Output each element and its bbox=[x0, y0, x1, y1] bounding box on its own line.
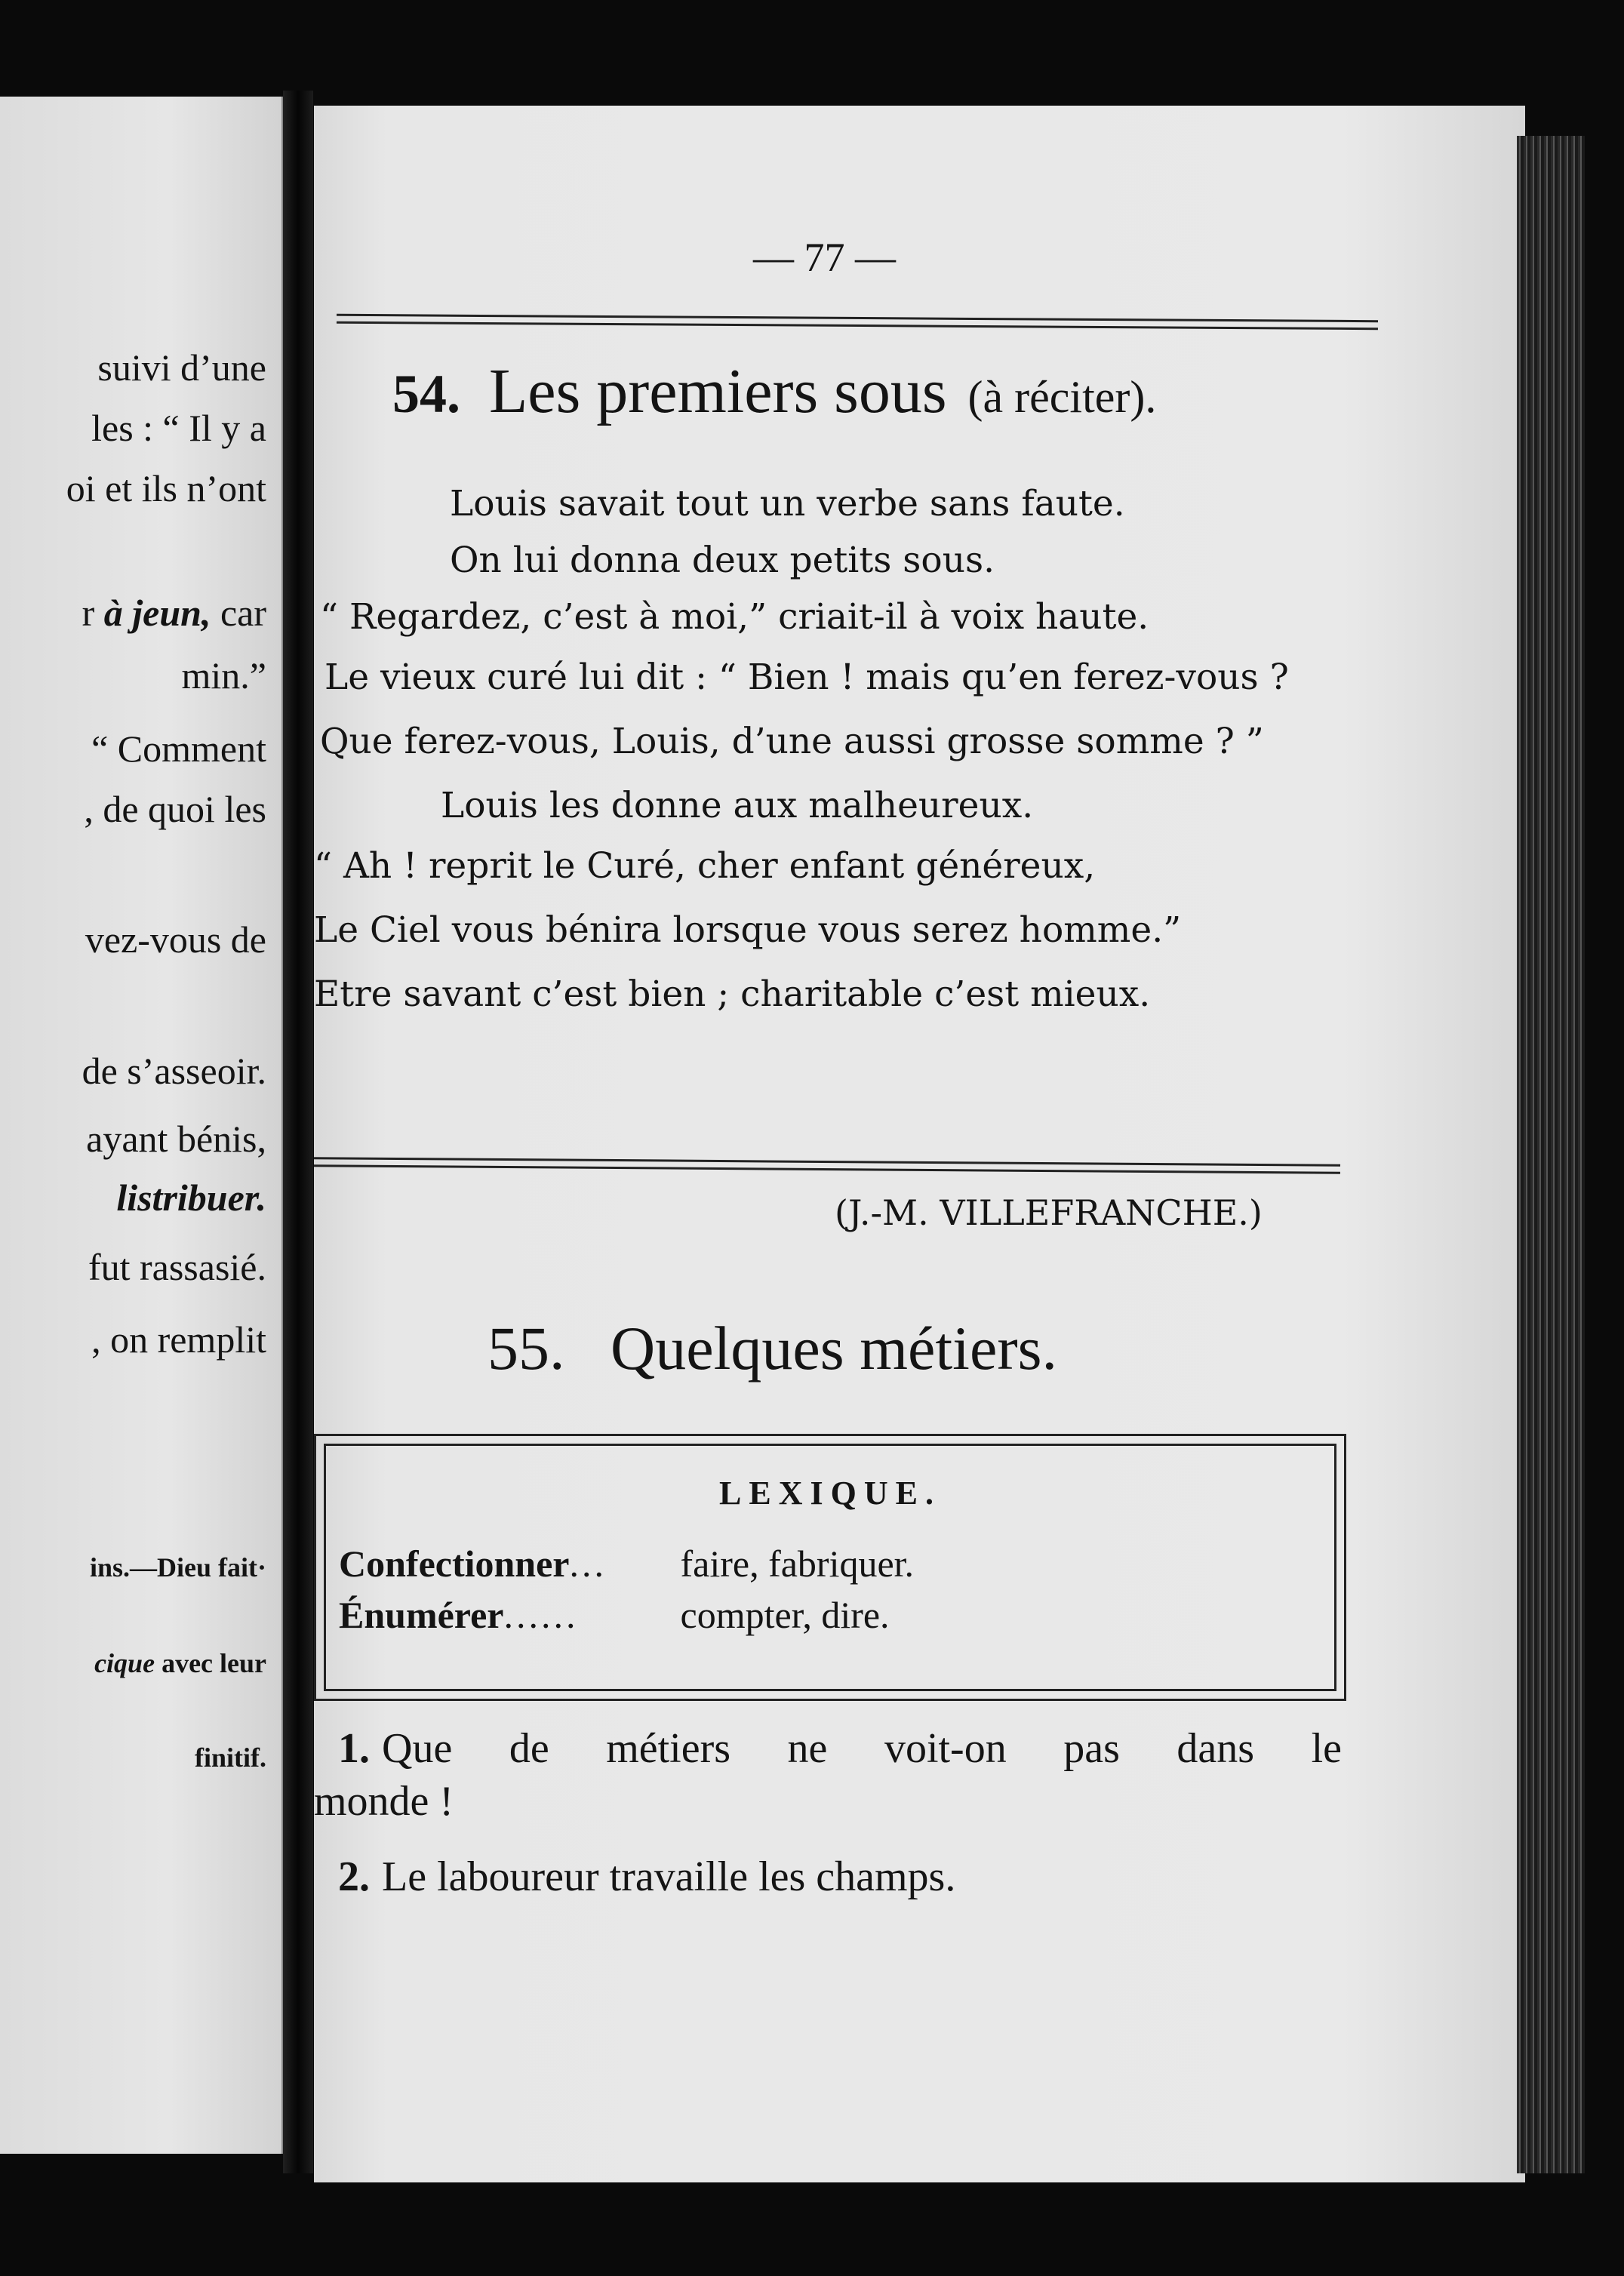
section-divider bbox=[314, 1157, 1340, 1173]
left-text-line-distribuer: listribuer. bbox=[116, 1176, 266, 1219]
book-gutter bbox=[283, 91, 313, 2173]
section-55-title: 55. Quelques métiers. bbox=[488, 1314, 1058, 1383]
poem-line: “ Ah ! reprit le Curé, cher enfant généreux, bbox=[314, 845, 1096, 887]
lexique-entry bbox=[339, 1593, 890, 1637]
page-number: — 77 — bbox=[753, 235, 896, 280]
poem-line: “ Regardez, c’est à moi,” criait-il à voix haute. bbox=[320, 596, 1149, 638]
left-text-line-jeun: r à jeun, car bbox=[82, 592, 266, 634]
left-text-line: de s’asseoir. bbox=[82, 1050, 266, 1092]
lexique-definition: compter, dire. bbox=[680, 1594, 890, 1636]
lexique-heading: LEXIQUE. bbox=[719, 1475, 941, 1512]
left-text-line: , de quoi les bbox=[84, 788, 266, 830]
exercise-item: 1. Que de métiers ne voit-on pas dans le bbox=[338, 1725, 1342, 1772]
left-small-line: finitif. bbox=[195, 1742, 266, 1773]
page-edges bbox=[1517, 136, 1585, 2173]
poem-line: Etre savant c’est bien ; charitable c’est mieux. bbox=[314, 973, 1151, 1015]
poem-line: Le vieux curé lui dit : “ Bien ! mais qu’en ferez-vous ? bbox=[324, 657, 1289, 698]
poem-line: Louis savait tout un verbe sans faute. bbox=[450, 483, 1125, 524]
lexique-entry bbox=[339, 1542, 914, 1586]
left-text-line: “ Comment bbox=[91, 727, 266, 770]
exercise-item: 2. Le laboureur travaille les champs. bbox=[338, 1853, 956, 1900]
right-page bbox=[314, 106, 1525, 2182]
left-small-line: cique avec leur bbox=[94, 1648, 266, 1678]
section-54-title: 54. Les premiers sous (à réciter). bbox=[392, 356, 1157, 426]
left-text-line: ayant bénis, bbox=[86, 1118, 266, 1160]
left-text-line: vez-vous de bbox=[85, 918, 266, 961]
section-divider bbox=[337, 314, 1378, 330]
lexique-definition: faire, fabriquer. bbox=[680, 1542, 915, 1585]
left-small-line: ins.—Dieu fait· bbox=[89, 1552, 266, 1582]
poem-line: Louis les donne aux malheureux. bbox=[441, 785, 1034, 826]
left-text-line: les : “ Il y a bbox=[91, 407, 266, 449]
left-text-line: , on remplit bbox=[91, 1318, 266, 1361]
left-page bbox=[0, 97, 283, 2154]
poem-line: On lui donna deux petits sous. bbox=[450, 540, 995, 581]
left-text-line: suivi d’une bbox=[97, 346, 266, 389]
left-text-line: oi et ils n’ont bbox=[66, 467, 266, 509]
left-text-line: min.” bbox=[181, 654, 266, 697]
lexique-term: Énumérer...... bbox=[339, 1594, 579, 1636]
lexique-box bbox=[314, 1434, 1346, 1701]
poem-attribution: (J.-M. VILLEFRANCHE.) bbox=[835, 1192, 1263, 1233]
left-text-line: fut rassasié. bbox=[88, 1246, 266, 1288]
exercise-continuation: monde ! bbox=[314, 1778, 454, 1825]
poem-line: Le Ciel vous bénira lorsque vous serez homme.” bbox=[314, 909, 1182, 951]
poem-line: Que ferez-vous, Louis, d’une aussi grosse somme ? ” bbox=[320, 721, 1264, 762]
lexique-term: Confectionner... bbox=[339, 1542, 607, 1585]
